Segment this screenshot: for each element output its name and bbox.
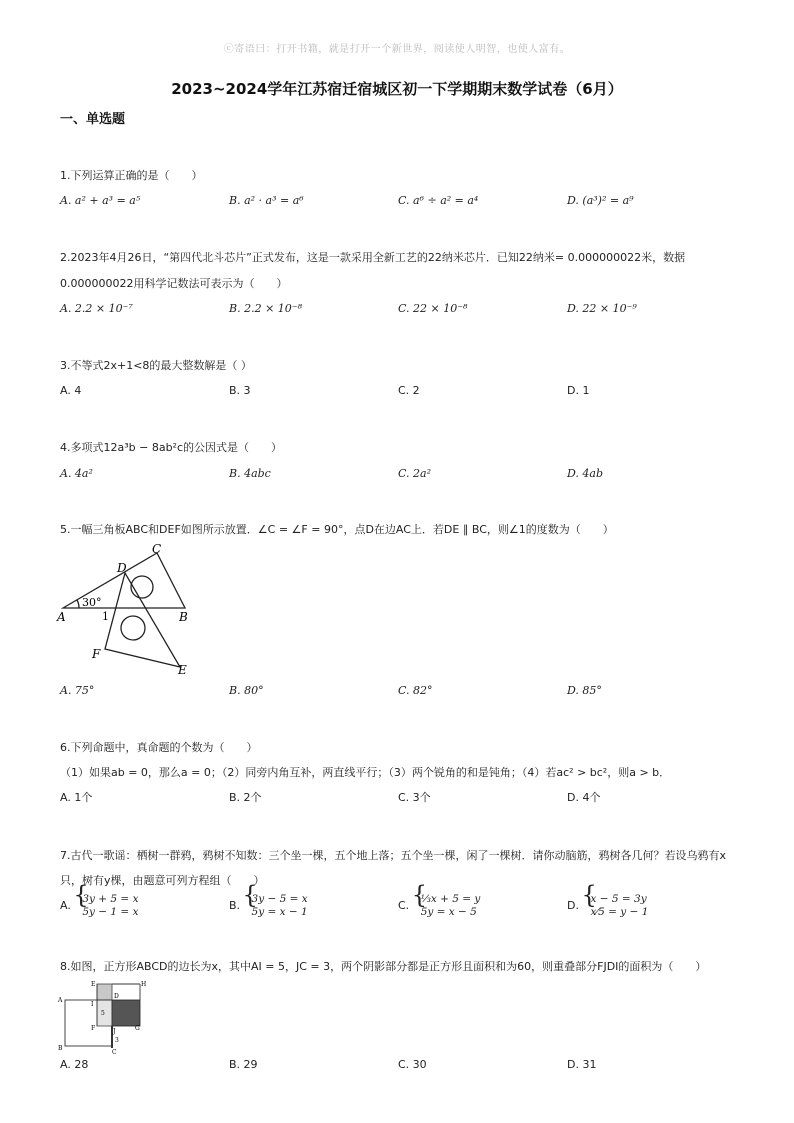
question-6-statements: （1）如果ab = 0，那么a = 0；（2）同旁内角互补，两直线平行；（3）两个锐角的和是钝角；（4）若ac² > bc²，则a > b．	[60, 766, 671, 779]
fig8-label-h: H	[141, 981, 147, 988]
fig8-label-c: C	[112, 1049, 117, 1055]
fig8-label-i: I	[91, 1001, 94, 1008]
option-d[interactable]: D. 22 × 10⁻⁹	[567, 302, 637, 315]
option-a[interactable]: A. a² + a³ = a⁵	[60, 194, 141, 207]
fig8-label-3: 3	[115, 1037, 119, 1044]
fig8-label-b: B	[58, 1045, 63, 1052]
option-d[interactable]: D. 1	[567, 384, 590, 397]
option-a[interactable]: A. 4	[60, 384, 82, 397]
question-1-stem: 1.下列运算正确的是（ ）	[60, 169, 203, 182]
question-6-stem: 6.下列命题中，真命题的个数为（ ）	[60, 741, 258, 754]
angle-arc-a	[77, 600, 79, 608]
option-c[interactable]: C. 2	[398, 384, 420, 397]
shaded-square-top	[97, 984, 112, 1000]
option-b[interactable]: B. 4abc	[229, 467, 271, 480]
triangle-abc-hole	[131, 576, 153, 598]
fig8-label-g: G	[135, 1025, 140, 1032]
option-b[interactable]: B. 2.2 × 10⁻⁸	[229, 302, 302, 315]
option-c[interactable]: C. 82°	[398, 684, 433, 697]
option-d[interactable]: D. 4ab	[567, 467, 604, 480]
option-a[interactable]: A. 75°	[60, 684, 95, 697]
shaded-square-right	[112, 1000, 140, 1026]
option-b[interactable]: B. 2个	[229, 791, 262, 804]
motto-watermark: ⓒ寄语曰：打开书籍，就是打开一个新世界，阅读使人明智，也使人富有。	[223, 44, 571, 55]
fig8-label-e: E	[91, 981, 96, 988]
question-3-stem: 3.不等式2x+1<8的最大整数解是（ ）	[60, 359, 252, 372]
option-c[interactable]: C. a⁶ ÷ a² = a⁴	[398, 194, 479, 207]
label-a: A	[57, 610, 66, 624]
label-c: C	[152, 542, 162, 556]
question-4-stem: 4.多项式12a³b − 8ab²c的公因式是（ ）	[60, 441, 283, 454]
triangle-def-hole	[121, 616, 145, 640]
option-b[interactable]: B. a² · a³ = a⁶	[229, 194, 304, 207]
option-c[interactable]: C. 30	[398, 1058, 427, 1071]
fig8-label-5: 5	[101, 1010, 105, 1017]
option-b[interactable]: B. 29	[229, 1058, 258, 1071]
question-2-stem-line1: 2.2023年4月26日，“第四代北斗芯片”正式发布，这是一款采用全新工艺的22纳米芯片．已知22纳米= 0.000000022米，数据	[60, 251, 686, 264]
question-2-stem-line2: 0.000000022用科学记数法可表示为（ ）	[60, 277, 288, 290]
option-b[interactable]: B. { 3y − 5 = x 5y = x − 1	[229, 893, 308, 919]
fig8-label-a: A	[58, 997, 63, 1004]
option-d[interactable]: D. { x − 5 = 3y x⁄5 = y − 1	[567, 893, 648, 919]
option-a[interactable]: A. 2.2 × 10⁻⁷	[60, 302, 133, 315]
section-heading: 一、单选题	[60, 112, 126, 127]
option-c[interactable]: C. { ⅓x + 5 = y 5y = x − 5	[398, 893, 480, 919]
question-7-stem-line2: 只，树有y棵，由题意可列方程组（ ）	[60, 874, 265, 887]
option-d[interactable]: D. 85°	[567, 684, 602, 697]
option-a[interactable]: A. { 3y + 5 = x 5y − 1 = x	[60, 893, 139, 919]
question-8-stem: 8.如图，正方形ABCD的边长为x，其中AI = 5，JC = 3，两个阴影部分都是正方形且面积和为60，则重叠部分FJDI的面积为（ ）	[60, 960, 707, 973]
option-c[interactable]: C. 2a²	[398, 467, 431, 480]
option-a[interactable]: A. 4a²	[60, 467, 93, 480]
option-b[interactable]: B. 80°	[229, 684, 264, 697]
option-d[interactable]: D. 4个	[567, 791, 601, 804]
question-7-stem-line1: 7.古代一歌谣：栖树一群鸦，鸦树不知数：三个坐一棵，五个地上落；五个坐一棵，闲了一棵树．请你动脑筋，鸦树各几何？若设乌鸦有x	[60, 849, 727, 862]
option-d[interactable]: D. 31	[567, 1058, 597, 1071]
label-b: B	[179, 610, 188, 624]
question-5-stem: 5.一幅三角板ABC和DEF如图所示放置．∠C = ∠F = 90°，点D在边AC上．若DE ∥ BC，则∠1的度数为（ ）	[60, 523, 614, 536]
triangle-figure	[55, 540, 195, 678]
option-b[interactable]: B. 3	[229, 384, 251, 397]
option-a[interactable]: A. 1个	[60, 791, 93, 804]
option-c[interactable]: C. 3个	[398, 791, 431, 804]
fig8-label-d: D	[114, 993, 119, 1000]
option-c[interactable]: C. 22 × 10⁻⁸	[398, 302, 468, 315]
label-angle: 30°	[82, 596, 102, 609]
square-figure	[55, 978, 150, 1055]
label-angle-1: 1	[102, 610, 109, 623]
label-d: D	[117, 561, 127, 575]
option-d[interactable]: D. (a³)² = a⁹	[567, 194, 634, 207]
option-a[interactable]: A. 28	[60, 1058, 89, 1071]
page-title: 2023~2024学年江苏宿迁宿城区初一下学期期末数学试卷（6月）	[171, 80, 623, 98]
fig8-label-j: J	[113, 1028, 116, 1035]
fig8-label-f: F	[91, 1025, 96, 1032]
label-e: E	[178, 663, 187, 677]
label-f: F	[92, 647, 101, 661]
